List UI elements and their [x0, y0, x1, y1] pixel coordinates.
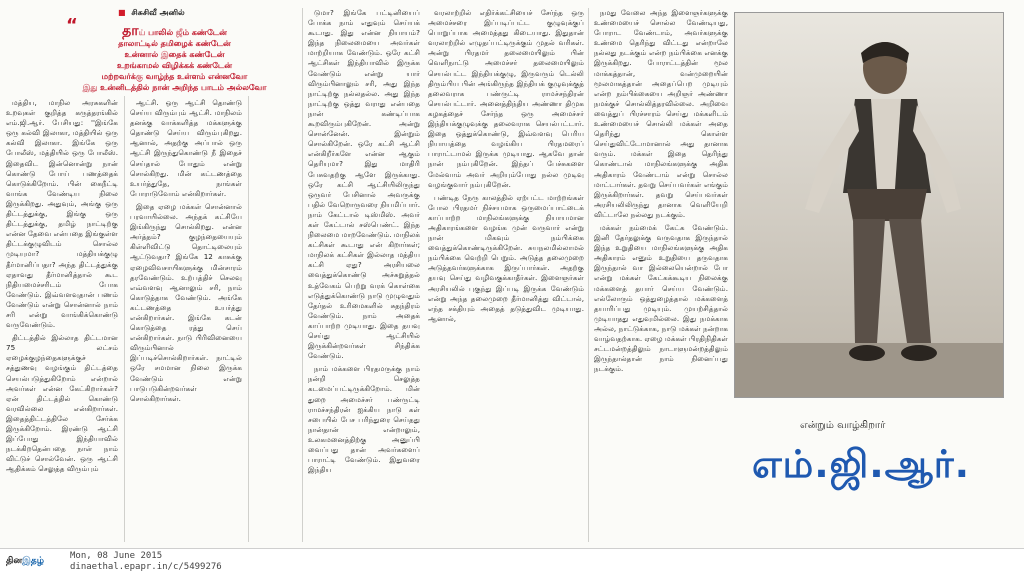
paragraph: நமது வேலை அந்த இளைஞர்களுக்கு உண்மையைச் சொல்ல வேண்டியது, போராட வேண்டாம், அவர்களுக்கு உண்மை தெரிந்து விட்டது என்றாலே நல்லது நடக்கும் என்ற நம்பிக்கை எனக்கு இருக்கிறது. போராட்டத்தின் மூல மாக்கத்தான், வன்முறையின் மூலமாகத்தான் அதைப்பெற முடியும் என்ற நம்பிக்கையை அறிஞர் அண்ணா நமக்குச் சொல்லித்தரவில்லை. அறிவை வைத்துப் பிரச்சாரம் செய்து மக்களிடம் உண்மையைச் சொல்லி மக்கள் அதை தெரிந்து கொள்ள செய்துவிட்டோமானால் அது தானாக வரும். மக்கள் இதை தெரிந்து கொண்டால் மாநிலங்களுக்கு அதிக அதிகாரம் வேண்டாம் என்று சொல்ல மாட்டார்கள். தவறு செய்பவர்கள் எங்கும் இருக்கிறார்கள். தவறு செய்பவர்கள் அரசியலிலிருந்து தானாக வெளியேறி விட்டாலே நல்லது நடக்கும். — [594, 8, 728, 219]
byline — [118, 8, 185, 18]
paragraph: ஆட்சி. ஒரு ஆட்சி தொண்டு செய்ய விரும்பும் ஆட்சி. மாநிலம் தனக்கு வாக்களித்த மக்களுக்கு தொண்டு செய்ய விரும்புகிறது. ஆனால், அதற்கு அப்பால் ஒரு ஆட்சி இருந்துகொண்டு நீ இதைச் செய்தால் போதும் என்று சொல்கிறது. மின் கட்டணத்தை உயர்த்துதே, நாங்கள் போராடுவோம் என்கிறார்கள். — [130, 98, 242, 198]
paragraph: திட்டத்தில் இல்லாத திட்டமான 75 லட்சம் ஏழைக்குழந்தைகளுக்குச் சத்துணவு வழங்கும் திட்டத்தை செயல்படுத்துகிறோம் என்றால் அவர்கள் என்ன கேட்கிறார்கள்? ஏன் திட்டத்தில் கொண்டு வரவில்லை என்கிறார்கள். இதைத்திட்டத்திலே சேர்க்க இருக்கிறோம். இரண்டு ஆட்சி இப்போது இந்தியாவில் நடக்கிறதென்பதை நாள் நாம் விட்டுச் சொல்வேன். ஒரு ஆட்சி ஆதிக்கம் செலுத்த விரும்பும் — [6, 333, 118, 474]
pull-quote-line-4: உறங்காமல் விழிக்கக் கண்டேன் — [116, 61, 233, 70]
paragraph: டுமா? இங்கே பட்டினியைப் போக்க நாம் எதுவும் செய்யக் கூடாது. இது என்ன நியாயம்? இந்த நிலைமையை அவர்கள் மாற்றியாக வேண்டும். ஒரே கட்சி ஆட்சிகள் இந்தியாவில் இருக்க வேண்டும் என்று யார் விரும்பினாலும் சரி, அது இந்த நாட்டிற்கு நல்லதல்ல. அது இந்த நாட்டிற்கு ஒத்து வராது என்பதை நான் கண்டிப்பாக கூறவிரும்புகிறேன். அன்று சொன்னேன். இன்றும் சொல்கிறேன். ஒரே கட்சி ஆட்சி என்கிறீர்களே என்ன ஆகும் தெரியுமா? இது மாதிரி பேசுவதற்கு ஆளே இருக்காது. ஒரே கட்சி ஆட்சியிலிருந்து ஒருவர் பேசினால் அவருக்கு பதில் வேறொருவரை நியமிப்பார். நாம் கேட்டால் டிஸ்மிஸ். அவர் கள் கேட்டால் சஸ்பெண்ட். இந்த நிலைமை மாறவேண்டும். மாநிலக் கட்சிகள் கூடாது என் கிறார்கள்; மாநிலக் கட்சிகள் இல்லாத மத்திய கட்சி ஏது? அரசியலை வைத்துக்கொண்டு அச்சுறுத்தல் உத்வேகம் பெற்று வரக் கொள்கை எடுத்துக்கொண்டு நாடு முழுவதும் தேர்தல் உரிமைகளில் சுதந்திரம் வேண்டும். நாம் அதைக் காப்பாற்ற முடியாது. இதை தயவு செய்து ஆட்சியில் இருக்கின்றவர்கள் சிந்திக்க வேண்டும். — [308, 8, 420, 361]
pull-quote-line-2: தாலாட்டில் தமிழைக் கண்டேன் — [118, 39, 231, 48]
edition-url[interactable]: dinaethal.epapr.in/c/5499276 — [70, 562, 222, 572]
column-divider — [124, 96, 125, 542]
pull-quote — [66, 15, 277, 93]
paragraph: இதை ஏழை மக்கள் சொன்னால் பரவாயில்லை. அந்தக் கட்சியே இங்கிருந்து சொல்கிறது. என்ன அர்த்தம்? குழந்தையையும் கிள்ளிவிட்டு தொட்டிலையும் ஆட்டுவதா? இங்கே 12 காசுக்கு ஏழைவிவசாயிகளுக்கு மின்சாரம் தரவேண்டும். உற்பத்திச் செலவு எவ்வளவு ஆனாலும் சரி, நாம் கொடுத்தாக வேண்டும். அங்கே கட்டணத்தை உயர்த்து என்கிறார்கள். இங்கே கடன் கொடுத்தை ரத்து செய் என்கிறார்கள். நாடு பிரிவினையை விரும்பினால் இப்படிச்சொல்கிறார்கள். நாட்டில் ஒரே சமமான நிலை இருக்க வேண்டும் என்று பாடுபடுகின்றவர்கள் சொல்கிறார்கள். — [130, 201, 242, 403]
column-divider — [588, 8, 589, 542]
portrait-photo — [734, 12, 1004, 398]
article-column-1 — [6, 98, 118, 542]
column-divider — [248, 96, 249, 542]
column-divider — [302, 8, 303, 542]
motto: என்றும் வாழ்கிறார் — [800, 420, 886, 431]
paragraph: பண்டித நேரு காலத்தில் ஏற்பட்ட மாற்றங்கள் போல பிரதமர் நிச்சயமாக ஒருமைப்பாட்டைக் காப்பாற்ற மாநிலங்களுக்கு நியாயமான அதிகாரங்களை வழங்க முன் வருவார் என்று நான் மிகவும் நம்பிக்கை வைத்துக்கொண்டிருக்கிறேன். சுயநலமில்லாமல் நம்பிக்கை வெற்றி பெறும். அடுத்த தலைமுறை அடுத்தவர்களுக்காக இருப்பார்கள். அதற்கு தயவு செய்து வழிவகுக்காதீர்கள். இளைஞர்கள் அரசியலில் புகுந்து இப்படி இருக்க வேண்டும் என்று அந்த தலைமுறை தீர்மானித்து விட்டால், எந்த சக்தியும் அதைத் தடுத்துவிட முடியாது. ஆனால், — [428, 192, 584, 323]
article-column-5 — [594, 8, 728, 542]
paragraph: வரலாற்றில் எதிர்க்கட்சியைச் சேர்ந்த ஒரு அமைச்சரை இப்படிப்பட்ட குழுவுக்குப் பொறுப்பாக அமைத்தது கிடையாது. இதுதான் வரலாற்றில் எழுதப்பட்டிருக்கும் முதல் வரிகள். அன்று பிரதமர் தலைமையிலும் பின் வெளிநாட்டு அமைச்சர் தலைமையிலும் செயல்பட்ட இந்தியக்குழு, இருவரும் டெல்லி திரும்பிய பின் அங்கிருந்த இந்தியக் குழுவுக்குத் தலைவராக பண்ருட்டி ராமச்சந்திரன் செயல்பட்டார். அனைத்திந்திய அண்ணா திமுக கழகத்தைச் சேர்ந்த ஒரு அமைச்சர் இந்தியக்குழுவுக்கு தலைவராக செயல்பட்டார். இதை ஒத்துக்கொண்டு, இவ்வளவு பெரிய நியாயத்தை வழங்கிய பிரதமரைப் பாராட்டாமல் இருக்க முடியாது. ஆகவே தான் நான் நம்புகிறேன். இந்தப் பேச்சுகளை மேல்வாம் அவர் அறியும்போது நல்ல முடிவு வழங்குவார் நம்புகிறேன். — [428, 8, 584, 189]
logo-part-2: இதழ் — [22, 556, 44, 566]
edition-info — [70, 551, 222, 573]
pull-quote-line-1: தாய் பாலில் ஜீம் கண்டேன் — [122, 23, 227, 39]
byline-author: சிசுசிவீ அனில் — [131, 8, 185, 17]
edition-date: Mon, 08 June 2015 — [70, 551, 163, 561]
paragraph: நாம் மக்களை பிரதமருக்கு நாம் நன்றி செலுத்த கடமைப்பட்டிருக்கிறோம். மின் துறை அமைச்சர் பண்ருட்டி ராமச்சந்திரன் ஐக்கிய நாடு கள் சபையில் பேச பரிந்துரை செய்தது நான்தான் என்றாலும், உலகமனைத்திற்கு அனுப்பி வைப்பது தான் அவர்களைப் பாராட்டி வேண்டும். இதுவரை இந்திய — [308, 364, 420, 475]
publication-logo[interactable] — [6, 556, 44, 567]
pull-quote-lead: தா — [122, 23, 139, 39]
article-column-2 — [130, 98, 242, 542]
paragraph: மத்திய, மாநில அரசுகளின் உறவுகள் குறித்த கருத்தரங்கில் எம்.ஜி.ஆர். பேசியது: ''இங்கே ஒரு கல்வி இலாகா, மத்தியில் ஒரு கல்வி இலாகா. இங்கே ஒரு போலீஸ், மத்தியில் ஒரு போலீஸ். இதைவிட இன்னொன்று நான் கொண்டு போய் பணத்தைக் கொடுக்கிறோம். பின் கைநீட்டி வாங்க வேண்டிய நிலை இருக்கிறது. அதுவும், அங்கு ஒரு திட்டத்துக்கு, இங்கு ஒரு திட்டத்துக்கு, தமிழ் நாட்டிற்கு என்ன தேவை என்பதை இங்குள்ள திட்டக்குழுவிடம் சொல்ல முடியுமா? மத்தியக்குழு தீர்மானிப்பதா? அந்த திட்டத்துக்கு ஏதாவது தீர்மானித்தால் கூட நிதியமைச்சரிடம் போக வேண்டும். இவ்வளவுதான் பணம் வேண்டும் என்று சொன்னால் நாம் சரி என்று வாங்கிக்கொண்டு வருவேண்டும். — [6, 98, 118, 330]
footer — [0, 548, 1024, 574]
byline-marker-icon: ■ — [118, 8, 126, 17]
headline: எம்.ஜி.ஆர். — [752, 442, 971, 486]
article-column-4 — [428, 8, 584, 542]
quote-mark-icon: “ — [66, 15, 78, 36]
logo-part-1: தின — [6, 556, 23, 566]
article-column-3 — [308, 8, 420, 542]
pull-quote-line-6: இது உன்னிடத்தில் நான் அறிந்த பாடம் அல்லவோ — [82, 83, 267, 92]
pull-quote-line-5: மற்றவர்க்கு வாழ்ந்த உள்ளம் என்னவோ — [101, 72, 248, 81]
paragraph: மக்கள் நம்மைக் கேட்க வேண்டும். இனி தேர்தலுக்கு வருவதாக இருந்தால் இந்த உறுதியை மாநிலங்களுக்கு அதிக அதிகாரம் எனும் உறுதியை தருவதாக இருந்தால் வா இல்லையென்றால் போ என்று மக்கள் கேட்கக்கூடிய நிலைக்கு மக்களைத் தயார் செய்ய வேண்டும். எல்லோரும் ஒத்துழைத்தால் மக்களைத் தயாரிப்பது முடியும். முயற்சித்தால் முடியாதது எதுவுமில்லை. இது நமக்காக அல்ல, நாட்டுக்காக, நாடு மக்கள் நன்றாக வாழ்வதற்காக. ஏழை மக்கள் பிரதிநிதிகள் சட்டமன்றத்திலும் நாடாளுமன்றத்திலும் இருந்தால்தான் நாம் நினைப்பது நடக்கும். — [594, 222, 728, 374]
portrait-illustration — [735, 13, 1003, 397]
pull-quote-line-3: உன்னால் இதைக் கண்டேன் — [124, 50, 225, 59]
